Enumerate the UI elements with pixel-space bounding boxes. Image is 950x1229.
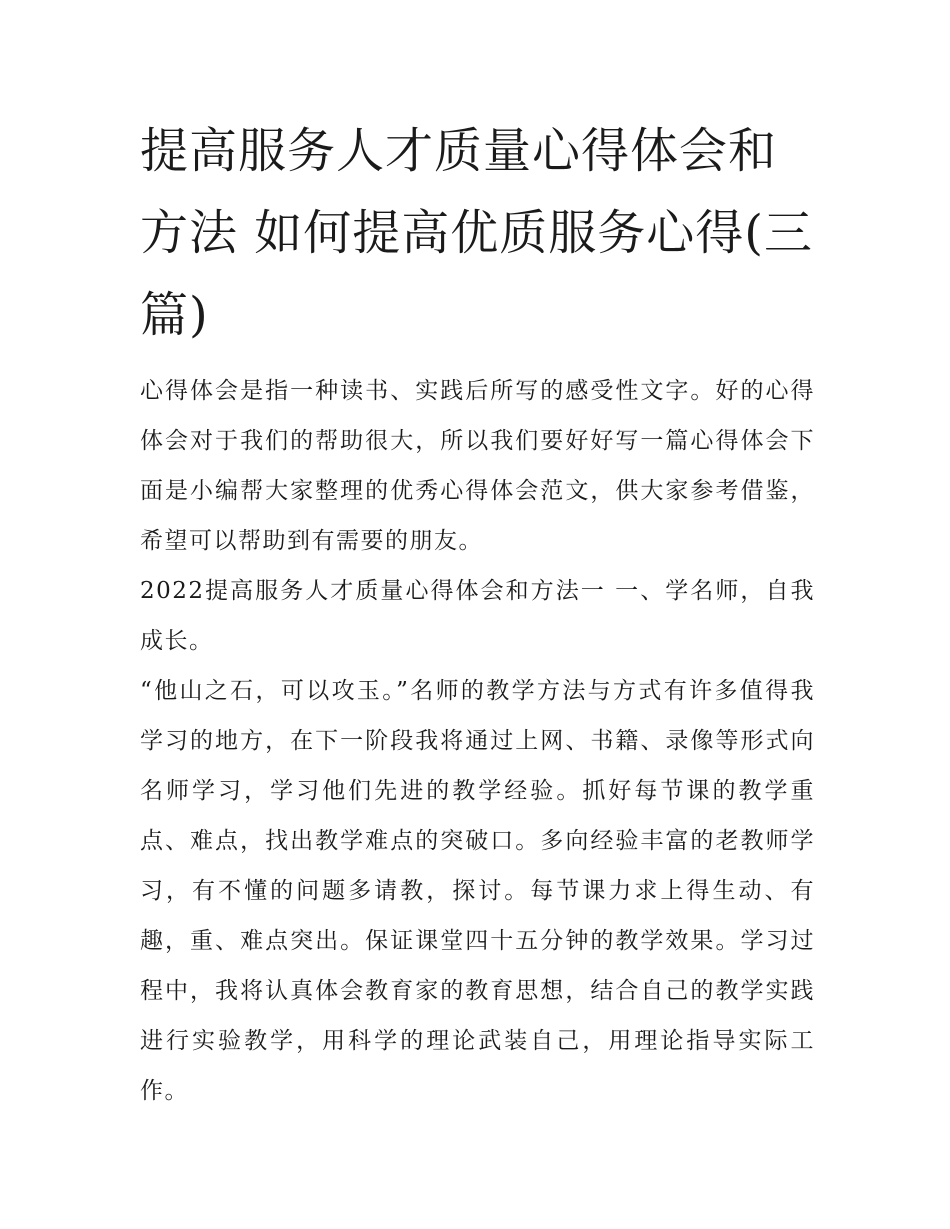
- body-paragraph: “他山之石，可以攻玉。”名师的教学方法与方式有许多值得我学习的地方，在下一阶段我将通过上网、书籍、录像等形式向名师学习，学习他们先进的教学经验。抓好每节课的教学重点、难点，找出教学难点的突破口。多向经验丰富的老教师学习，有不懂的问题多请教，探讨。每节课力求上得生动、有趣，重、难点突出。保证课堂四十五分钟的教学效果。学习过程中，我将认真体会教育家的教育思想，结合自己的教学实践进行实验教学，用科学的理论武装自己，用理论指导实际工作。: [140, 678, 815, 1104]
- section-heading-paragraph: 2022提高服务人才质量心得体会和方法一 一、学名师，自我成长。: [140, 578, 815, 654]
- document-title: 提高服务人才质量心得体会和方法 如何提高优质服务心得(三篇): [140, 123, 813, 343]
- intro-paragraph: 心得体会是指一种读书、实践后所写的感受性文字。好的心得体会对于我们的帮助很大，所以我们要好好写一篇心得体会下面是小编帮大家整理的优秀心得体会范文，供大家参考借鉴，希望可以帮助到有需要的朋友。: [140, 378, 815, 554]
